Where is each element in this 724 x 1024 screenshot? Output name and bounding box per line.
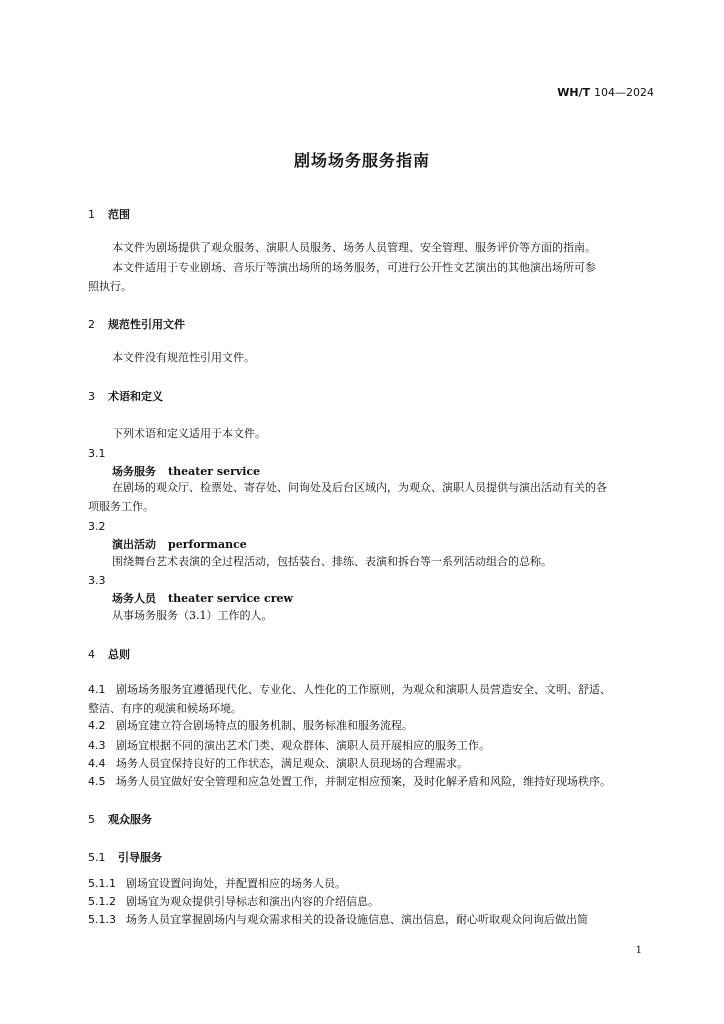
clause-item [88,874,346,894]
section-5-heading [88,811,152,827]
clause-text: 场务人员宜做好安全管理和应急处置工作，并制定相应预案，及时化解矛盾和风险，维持好现场秩序。 [116,775,611,788]
clause-text-cont: 整洁、有序的观演和候场环境。 [88,702,242,715]
term-definition-cont: 项服务工作。 [88,500,154,513]
section-1-paragraph-2: 本文件适用于专业剧场、音乐厅等演出场所的场务服务，可进行公开性文艺演出的其他演出场所可参 [112,261,596,274]
section-number: 5 [88,813,95,826]
term-english: theater service crew [168,592,293,605]
clause-number: 4.4 [88,757,106,770]
clause-number: 5.1.2 [88,895,116,908]
section-number: 4 [88,648,95,661]
term-definition: 从事场务服务（3.1）工作的人。 [112,609,273,622]
clause-number: 5.1.3 [88,913,116,926]
section-1-paragraph-1: 本文件为剧场提供了观众服务、演职人员服务、场务人员管理、安全管理、服务评价等方面的指南。 [112,241,596,254]
term-number: 3.3 [88,574,106,587]
subsection-title: 引导服务 [118,851,162,864]
subsection-number: 5.1 [88,851,106,864]
clause-number: 4.2 [88,719,106,732]
clause-text: 场务人员宜掌握剧场内与观众需求相关的设备设施信息、演出信息，耐心听取观众问询后做出简 [126,913,588,926]
section-3-heading [88,388,163,404]
section-title: 术语和定义 [108,390,163,403]
section-title: 范围 [108,208,130,221]
section-2-paragraph-1: 本文件没有规范性引用文件。 [112,351,255,364]
term-chinese: 场务人员 [112,592,156,605]
clause-item [88,716,413,736]
clause-text: 剧场宜设置问询处，并配置相应的场务人员。 [126,877,346,890]
term-chinese: 演出活动 [112,538,156,551]
term-heading [112,536,247,552]
clause-text: 剧场宜为观众提供引导标志和演出内容的介绍信息。 [126,895,379,908]
section-1-paragraph-2-cont: 照执行。 [88,280,132,293]
term-chinese: 场务服务 [112,465,156,478]
term-definition: 围绕舞台艺术表演的全过程活动，包括装台、排练、表演和拆台等一系列活动组合的总称。 [112,555,552,568]
subsection-5-1-heading [88,849,162,865]
document-title: 剧场场务服务指南 [293,151,430,170]
clause-item [88,680,611,700]
clause-text: 剧场宜根据不同的演出艺术门类、观众群体、演职人员开展相应的服务工作。 [116,739,490,752]
clause-text: 剧场场务服务宜遵循现代化、专业化、人性化的工作原则，为观众和演职人员营造安全、文明、舒适、 [116,683,611,696]
clause-text: 场务人员宜保持良好的工作状态，满足观众、演职人员现场的合理需求。 [116,757,468,770]
section-3-intro: 下列术语和定义适用于本文件。 [112,427,266,440]
section-number: 1 [88,208,95,221]
clause-number: 4.5 [88,775,106,788]
standard-code [557,86,654,99]
clause-number: 4.3 [88,739,106,752]
clause-item [88,892,379,912]
term-heading [112,590,293,606]
section-number: 2 [88,318,95,331]
section-1-heading [88,206,130,222]
clause-item [88,754,468,774]
section-title: 总则 [108,648,130,661]
section-title: 规范性引用文件 [108,318,185,331]
section-number: 3 [88,390,95,403]
section-2-heading [88,316,185,332]
term-number: 3.2 [88,520,106,533]
clause-number: 5.1.1 [88,877,116,890]
clause-item [88,910,588,930]
term-definition: 在剧场的观众厅、检票处、寄存处、问询处及后台区域内，为观众、演职人员提供与演出活动有关的各 [112,481,607,494]
clause-text: 剧场宜建立符合剧场特点的服务机制、服务标准和服务流程。 [116,719,413,732]
term-english: performance [168,538,247,551]
term-number: 3.1 [88,447,106,460]
clause-item [88,772,611,792]
section-4-heading [88,646,130,662]
standard-prefix: WH/T [557,86,591,99]
clause-item [88,736,490,756]
standard-number: 104—2024 [594,86,654,99]
clause-number: 4.1 [88,683,106,696]
section-title: 观众服务 [108,813,152,826]
page-number: 1 [635,945,642,956]
term-english: theater service [168,465,261,478]
term-heading [112,463,260,479]
